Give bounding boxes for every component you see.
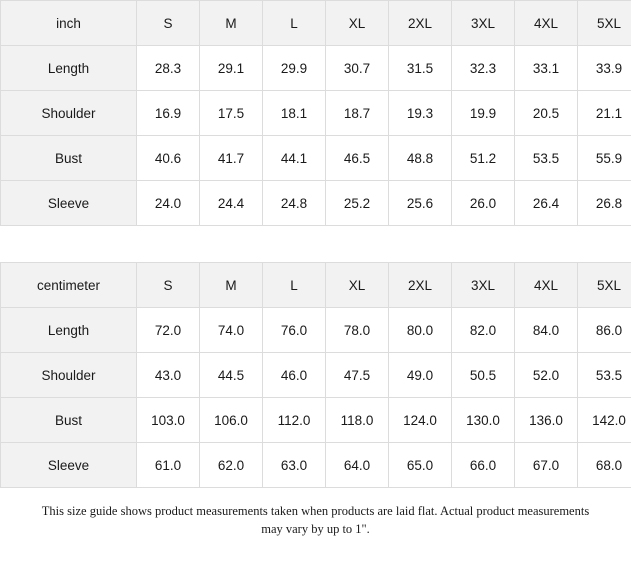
table-spacer xyxy=(0,226,631,262)
measure-value: 67.0 xyxy=(515,443,578,488)
measure-value: 112.0 xyxy=(263,398,326,443)
measure-value: 26.0 xyxy=(452,181,515,226)
measure-value: 24.4 xyxy=(200,181,263,226)
measure-value: 61.0 xyxy=(137,443,200,488)
measure-value: 136.0 xyxy=(515,398,578,443)
measure-value: 33.9 xyxy=(578,46,631,91)
measure-value: 24.8 xyxy=(263,181,326,226)
measure-value: 47.5 xyxy=(326,353,389,398)
measure-value: 20.5 xyxy=(515,91,578,136)
measure-value: 52.0 xyxy=(515,353,578,398)
size-header-l: L xyxy=(263,263,326,308)
measure-value: 44.1 xyxy=(263,136,326,181)
footnote-line-2: may vary by up to 1". xyxy=(261,522,370,537)
size-header-2xl: 2XL xyxy=(389,263,452,308)
measure-value: 62.0 xyxy=(200,443,263,488)
table-row xyxy=(1,181,631,226)
measure-value: 124.0 xyxy=(389,398,452,443)
measure-value: 30.7 xyxy=(326,46,389,91)
measure-value: 18.1 xyxy=(263,91,326,136)
measure-value: 25.6 xyxy=(389,181,452,226)
size-header-4xl: 4XL xyxy=(515,1,578,46)
measure-value: 118.0 xyxy=(326,398,389,443)
measure-value: 25.2 xyxy=(326,181,389,226)
measure-value: 26.8 xyxy=(578,181,631,226)
measure-value: 46.5 xyxy=(326,136,389,181)
size-header-4xl: 4XL xyxy=(515,263,578,308)
measure-value: 17.5 xyxy=(200,91,263,136)
measure-value: 50.5 xyxy=(452,353,515,398)
table-row xyxy=(1,91,631,136)
measure-value: 41.7 xyxy=(200,136,263,181)
measure-value: 76.0 xyxy=(263,308,326,353)
measure-value: 106.0 xyxy=(200,398,263,443)
size-guide-footnote xyxy=(0,488,631,538)
measure-value: 28.3 xyxy=(137,46,200,91)
measure-value: 48.8 xyxy=(389,136,452,181)
size-header-3xl: 3XL xyxy=(452,263,515,308)
size-header-s: S xyxy=(137,263,200,308)
measure-value: 19.9 xyxy=(452,91,515,136)
measure-value: 44.5 xyxy=(200,353,263,398)
measure-value: 72.0 xyxy=(137,308,200,353)
size-header-s: S xyxy=(137,1,200,46)
measure-value: 64.0 xyxy=(326,443,389,488)
table-row xyxy=(1,398,631,443)
size-table-inch xyxy=(0,0,631,226)
measure-label: Length xyxy=(1,308,137,353)
measure-label: Sleeve xyxy=(1,443,137,488)
measure-value: 26.4 xyxy=(515,181,578,226)
measure-label: Length xyxy=(1,46,137,91)
measure-value: 33.1 xyxy=(515,46,578,91)
measure-value: 53.5 xyxy=(515,136,578,181)
table-row xyxy=(1,136,631,181)
size-header-5xl: 5XL xyxy=(578,1,631,46)
size-header-xl: XL xyxy=(326,1,389,46)
size-header-5xl: 5XL xyxy=(578,263,631,308)
size-header-xl: XL xyxy=(326,263,389,308)
measure-value: 32.3 xyxy=(452,46,515,91)
measure-value: 49.0 xyxy=(389,353,452,398)
table-row xyxy=(1,308,631,353)
measure-value: 51.2 xyxy=(452,136,515,181)
measure-label: Shoulder xyxy=(1,353,137,398)
size-header-3xl: 3XL xyxy=(452,1,515,46)
table-header-row xyxy=(1,263,631,308)
table-row xyxy=(1,353,631,398)
measure-value: 142.0 xyxy=(578,398,631,443)
measure-value: 84.0 xyxy=(515,308,578,353)
unit-label-centimeter: centimeter xyxy=(1,263,137,308)
measure-value: 68.0 xyxy=(578,443,631,488)
measure-value: 19.3 xyxy=(389,91,452,136)
measure-value: 43.0 xyxy=(137,353,200,398)
size-header-2xl: 2XL xyxy=(389,1,452,46)
measure-value: 21.1 xyxy=(578,91,631,136)
measure-value: 78.0 xyxy=(326,308,389,353)
measure-value: 63.0 xyxy=(263,443,326,488)
size-header-l: L xyxy=(263,1,326,46)
measure-value: 82.0 xyxy=(452,308,515,353)
measure-label: Bust xyxy=(1,136,137,181)
measure-value: 80.0 xyxy=(389,308,452,353)
measure-label: Shoulder xyxy=(1,91,137,136)
measure-value: 24.0 xyxy=(137,181,200,226)
measure-value: 65.0 xyxy=(389,443,452,488)
size-header-m: M xyxy=(200,263,263,308)
measure-value: 74.0 xyxy=(200,308,263,353)
measure-value: 40.6 xyxy=(137,136,200,181)
table-row xyxy=(1,46,631,91)
footnote-line-1: This size guide shows product measurements taken when products are laid flat. Actual product measurements xyxy=(41,504,590,518)
measure-value: 103.0 xyxy=(137,398,200,443)
measure-value: 66.0 xyxy=(452,443,515,488)
measure-value: 31.5 xyxy=(389,46,452,91)
size-header-m: M xyxy=(200,1,263,46)
table-row xyxy=(1,443,631,488)
measure-value: 46.0 xyxy=(263,353,326,398)
table-header-row xyxy=(1,1,631,46)
measure-value: 29.1 xyxy=(200,46,263,91)
measure-value: 18.7 xyxy=(326,91,389,136)
measure-value: 16.9 xyxy=(137,91,200,136)
measure-value: 55.9 xyxy=(578,136,631,181)
measure-label: Sleeve xyxy=(1,181,137,226)
measure-value: 29.9 xyxy=(263,46,326,91)
measure-value: 53.5 xyxy=(578,353,631,398)
measure-label: Bust xyxy=(1,398,137,443)
measure-value: 130.0 xyxy=(452,398,515,443)
size-table-centimeter xyxy=(0,262,631,488)
measure-value: 86.0 xyxy=(578,308,631,353)
unit-label-inch: inch xyxy=(1,1,137,46)
